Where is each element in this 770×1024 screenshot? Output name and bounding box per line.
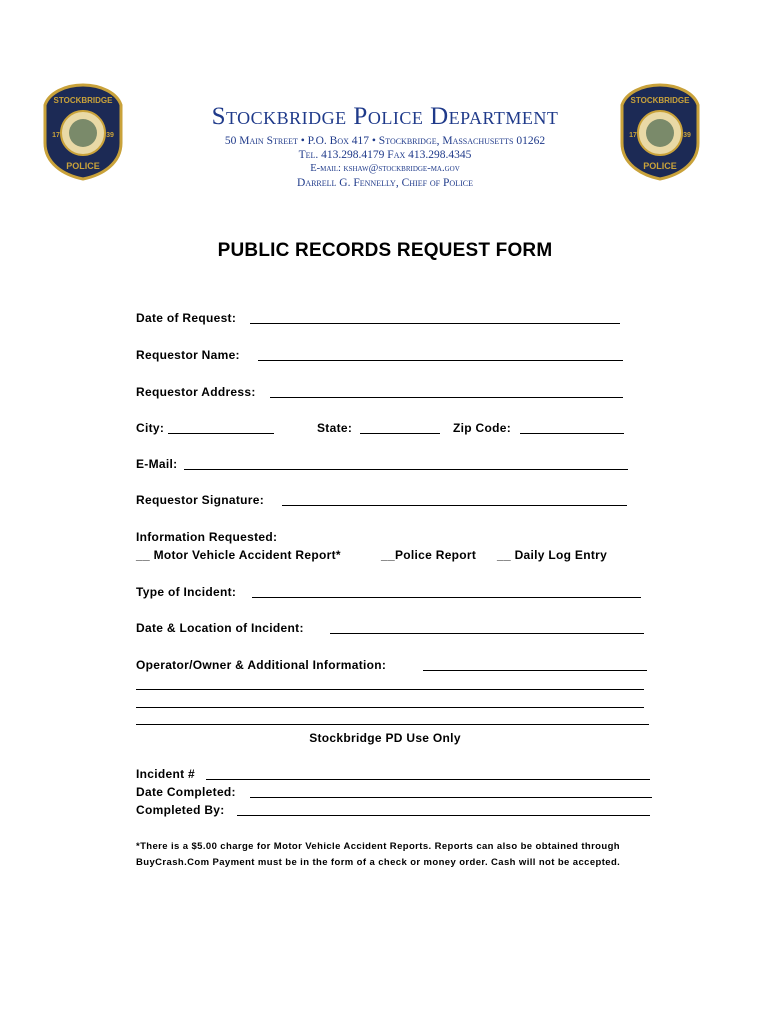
date-location-of-incident-field[interactable] bbox=[330, 633, 644, 634]
operator-owner-info-field[interactable] bbox=[423, 670, 647, 671]
date-of-request-label: Date of Request: bbox=[136, 311, 237, 325]
option-police-report[interactable]: __Police Report bbox=[381, 548, 477, 562]
completed-by-field[interactable] bbox=[237, 815, 650, 816]
state-field[interactable] bbox=[360, 433, 440, 434]
badge-year-left: 17 bbox=[52, 132, 60, 139]
requestor-name-field[interactable] bbox=[258, 360, 623, 361]
incident-number-label: Incident # bbox=[136, 767, 196, 781]
email-label: E-Mail: bbox=[136, 457, 178, 471]
police-chief: Darrell G. Fennelly, Chief of Police bbox=[297, 177, 473, 189]
department-name: Stockbridge Police Department bbox=[211, 103, 559, 130]
type-of-incident-label: Type of Incident: bbox=[136, 585, 237, 599]
operator-owner-info-label: Operator/Owner & Additional Information: bbox=[136, 658, 387, 672]
additional-info-line[interactable] bbox=[136, 689, 644, 690]
city-field[interactable] bbox=[168, 433, 274, 434]
pd-use-only-heading: Stockbridge PD Use Only bbox=[309, 731, 461, 745]
requestor-name-label: Requestor Name: bbox=[136, 348, 240, 362]
information-requested-label: Information Requested: bbox=[136, 530, 278, 544]
option-daily-log-entry[interactable]: __ Daily Log Entry bbox=[497, 548, 608, 562]
letterhead bbox=[130, 100, 640, 190]
fee-footnote: *There is a $5.00 charge for Motor Vehicle Accident Reports. Reports can also be obtained through BuyCrash.Com Payment must be in the form of a check or money order. Cash will not be accepted. bbox=[136, 841, 621, 868]
city-label: City: bbox=[136, 421, 165, 435]
zip-code-label: Zip Code: bbox=[453, 421, 512, 435]
date-completed-field[interactable] bbox=[250, 797, 652, 798]
completed-by-label: Completed By: bbox=[136, 803, 225, 817]
incident-number-field[interactable] bbox=[206, 779, 650, 780]
form-title: PUBLIC RECORDS REQUEST FORM bbox=[217, 240, 553, 261]
requestor-address-field[interactable] bbox=[270, 397, 623, 398]
requestor-address-label: Requestor Address: bbox=[136, 385, 256, 399]
state-label: State: bbox=[317, 421, 353, 435]
date-location-of-incident-label: Date & Location of Incident: bbox=[136, 621, 304, 635]
type-of-incident-field[interactable] bbox=[252, 597, 641, 598]
department-address: 50 Main Street • P.O. Box 417 • Stockbridge, Massachusetts 01262 bbox=[224, 135, 546, 147]
date-completed-label: Date Completed: bbox=[136, 785, 236, 799]
additional-info-line[interactable] bbox=[136, 724, 649, 725]
badge-year-right: 39 bbox=[106, 132, 114, 139]
option-motor-vehicle-accident-report[interactable]: __ Motor Vehicle Accident Report* bbox=[136, 548, 341, 562]
requestor-signature-label: Requestor Signature: bbox=[136, 493, 265, 507]
department-phone: Tel. 413.298.4179 Fax 413.298.4345 bbox=[298, 149, 472, 161]
date-of-request-field[interactable] bbox=[250, 323, 620, 324]
badge-year-right: 39 bbox=[683, 132, 691, 139]
requestor-signature-field[interactable] bbox=[282, 505, 627, 506]
badge-top-text: STOCKBRIDGE bbox=[630, 96, 690, 105]
badge-year-left: 17 bbox=[629, 132, 637, 139]
badge-bottom-text: POLICE bbox=[66, 161, 100, 171]
police-badge-left-icon bbox=[43, 83, 123, 181]
email-field[interactable] bbox=[184, 469, 628, 470]
zip-code-field[interactable] bbox=[520, 433, 624, 434]
department-email: E-mail: kshaw@stockbridge-ma.gov bbox=[310, 163, 460, 174]
additional-info-line[interactable] bbox=[136, 707, 644, 708]
badge-bottom-text: POLICE bbox=[643, 161, 677, 171]
badge-top-text: STOCKBRIDGE bbox=[53, 96, 113, 105]
